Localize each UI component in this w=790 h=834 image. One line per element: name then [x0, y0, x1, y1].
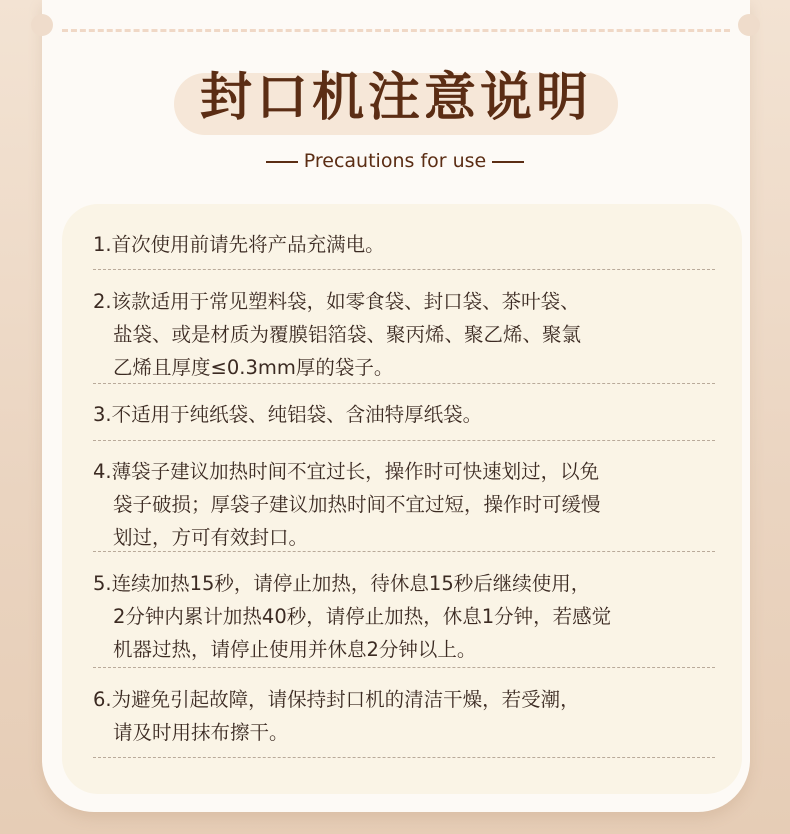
item-line: 划过，方可有效封口。: [113, 526, 309, 549]
subtitle-text: Precautions for use: [303, 150, 487, 172]
precaution-item-2: [93, 285, 713, 384]
item-line: 2.该款适用于常见塑料袋，如零食袋、封口袋、茶叶袋、: [93, 290, 580, 313]
precaution-item-5: [93, 567, 713, 666]
item-line: 请及时用抹布擦干。: [113, 721, 289, 744]
item-line: 乙烯且厚度≤0.3mm厚的袋子。: [113, 356, 394, 379]
item-line: 4.薄袋子建议加热时间不宜过长，操作时可快速划过，以免: [93, 460, 600, 483]
left-notch: [31, 14, 53, 36]
precaution-item-6: [93, 683, 713, 749]
item-line: 6.为避免引起故障，请保持封口机的清洁干燥，若受潮，: [93, 688, 580, 711]
subtitle-right-rule: [492, 161, 524, 163]
precaution-item-1: [93, 228, 713, 261]
item-line: 机器过热，请停止使用并休息2分钟以上。: [113, 638, 477, 661]
item-line: 3.不适用于纯纸袋、纯铝袋、含油特厚纸袋。: [93, 403, 483, 426]
item-separator: [93, 383, 715, 384]
item-separator: [93, 440, 715, 441]
page-title: 封口机注意说明: [199, 68, 592, 128]
subtitle-left-rule: [266, 161, 298, 163]
item-separator: [93, 757, 715, 758]
item-line: 1.首次使用前请先将产品充满电。: [93, 233, 385, 256]
item-line: 2分钟内累计加热40秒，请停止加热，休息1分钟，若感觉: [113, 605, 612, 628]
top-dashed-divider: [62, 29, 730, 32]
precaution-item-4: [93, 455, 713, 554]
item-separator: [93, 269, 715, 270]
item-separator: [93, 667, 715, 668]
right-notch: [738, 14, 760, 36]
item-separator: [93, 551, 715, 552]
item-line: 5.连续加热15秒，请停止加热，待休息15秒后继续使用，: [93, 572, 591, 595]
subtitle-row: [0, 148, 790, 174]
item-line: 袋子破损；厚袋子建议加热时间不宜过短，操作时可缓慢: [113, 493, 601, 516]
item-line: 盐袋、或是材质为覆膜铝箔袋、聚丙烯、聚乙烯、聚氯: [113, 323, 582, 346]
precaution-item-3: [93, 398, 713, 431]
